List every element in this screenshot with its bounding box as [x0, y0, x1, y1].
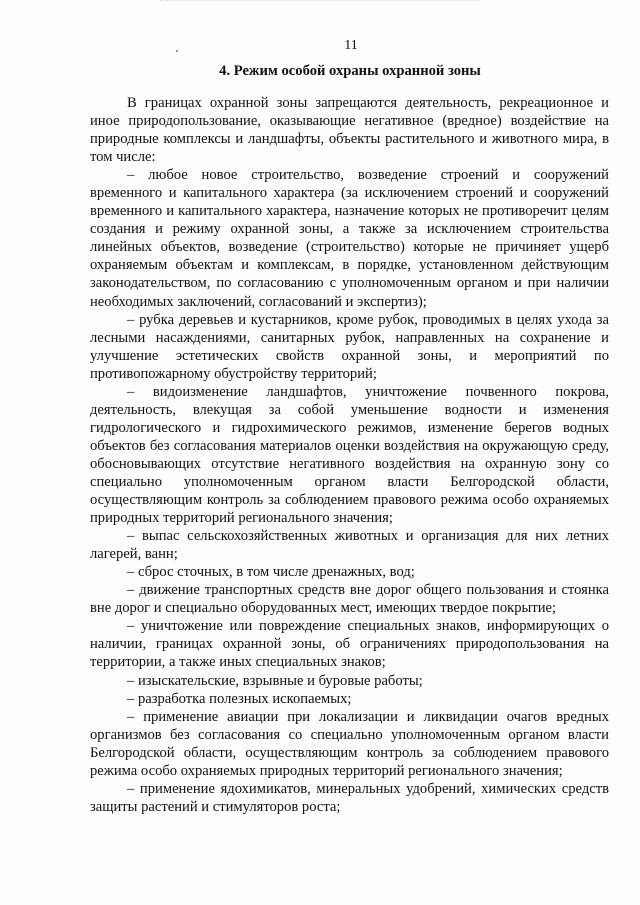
- paragraph-tree-felling: – рубка деревьев и кустарников, кроме рубок, проводимых в целях ухода за лесными насаждениями, санитарных рубок, направленных на сохранение и улучшение эстетических свойств охранной зоны, и мероприятий по противопожарному обустройству территорий;: [90, 311, 609, 382]
- paragraph-wastewater: – сброс сточных, в том числе дренажных, вод;: [127, 564, 415, 581]
- paragraph-surveys: – изыскательские, взрывные и буровые работы;: [127, 672, 423, 689]
- paragraph-intro: В границах охранной зоны запрещаются деятельность, рекреационное и иное природопользование, оказывающие негативное (вредное) воздействие на природные комплексы и ландшафты, объекты растительного и животного мира, в том числе:: [90, 95, 609, 166]
- section-heading: 4. Режим особой охраны охранной зоны: [219, 63, 481, 79]
- paragraph-signs: – уничтожение или повреждение специальных знаков, информирующих о наличии, границах охранной зоны, об ограничениях природопользования на территории, а также иных специальных знаков;: [90, 618, 609, 671]
- paragraph-grazing: – выпас сельскохозяйственных животных и организация для них летних лагерей, ванн;: [90, 528, 609, 563]
- paragraph-aviation: – применение авиации при локализации и ликвидации очагов вредных организмов без согласования со специально уполномоченным органом власти Белгородской области, осуществляющим контроль за соблюдением правового режима особо охраняемых природных территорий регионального значения;: [90, 708, 609, 779]
- paragraph-vehicles: – движение транспортных средств вне дорог общего пользования и стоянка вне дорог и специально оборудованных мест, имеющих твердое покрытие;: [90, 582, 609, 617]
- document-body: [90, 94, 609, 816]
- paragraph-landscape: – видоизменение ландшафтов, уничтожение почвенного покрова, деятельность, влекущая за собой уменьшение водности и изменения гидрологического и гидрохимического режимов, изменение берегов водных объектов без согласования материалов оценки воздействия на окружающую среду, обосновывающих отсутствие негативного воздействия на охранную зону со специально уполномоченным органом власти Белгородской области, осуществляющим контроль за соблюдением правового режима особо охраняемых природных территорий регионального значения;: [90, 383, 609, 527]
- paragraph-chemicals: – применение ядохимикатов, минеральных удобрений, химических средств защиты растений и стимуляторов роста;: [90, 780, 609, 815]
- paragraph-construction: – любое новое строительство, возведение строений и сооружений временного и капитального характера (за исключением строений и сооружений временного и капитального характера, назначение которых не противоречит целям создания и режиму охранной зоны, а также за исключением строительства линейных объектов, возведение (строительство) которые не причиняет ущерб охраняемым объектам и комплексам, в порядке, установленном действующим законодательством, по согласованию с уполномоченным органом и при наличии необходимых заключений, согласований и экспертиз);: [90, 167, 609, 310]
- scan-edge-marks: [160, 0, 480, 5]
- page-number: 11: [344, 38, 358, 53]
- paragraph-mining: – разработка полезных ископаемых;: [127, 690, 352, 707]
